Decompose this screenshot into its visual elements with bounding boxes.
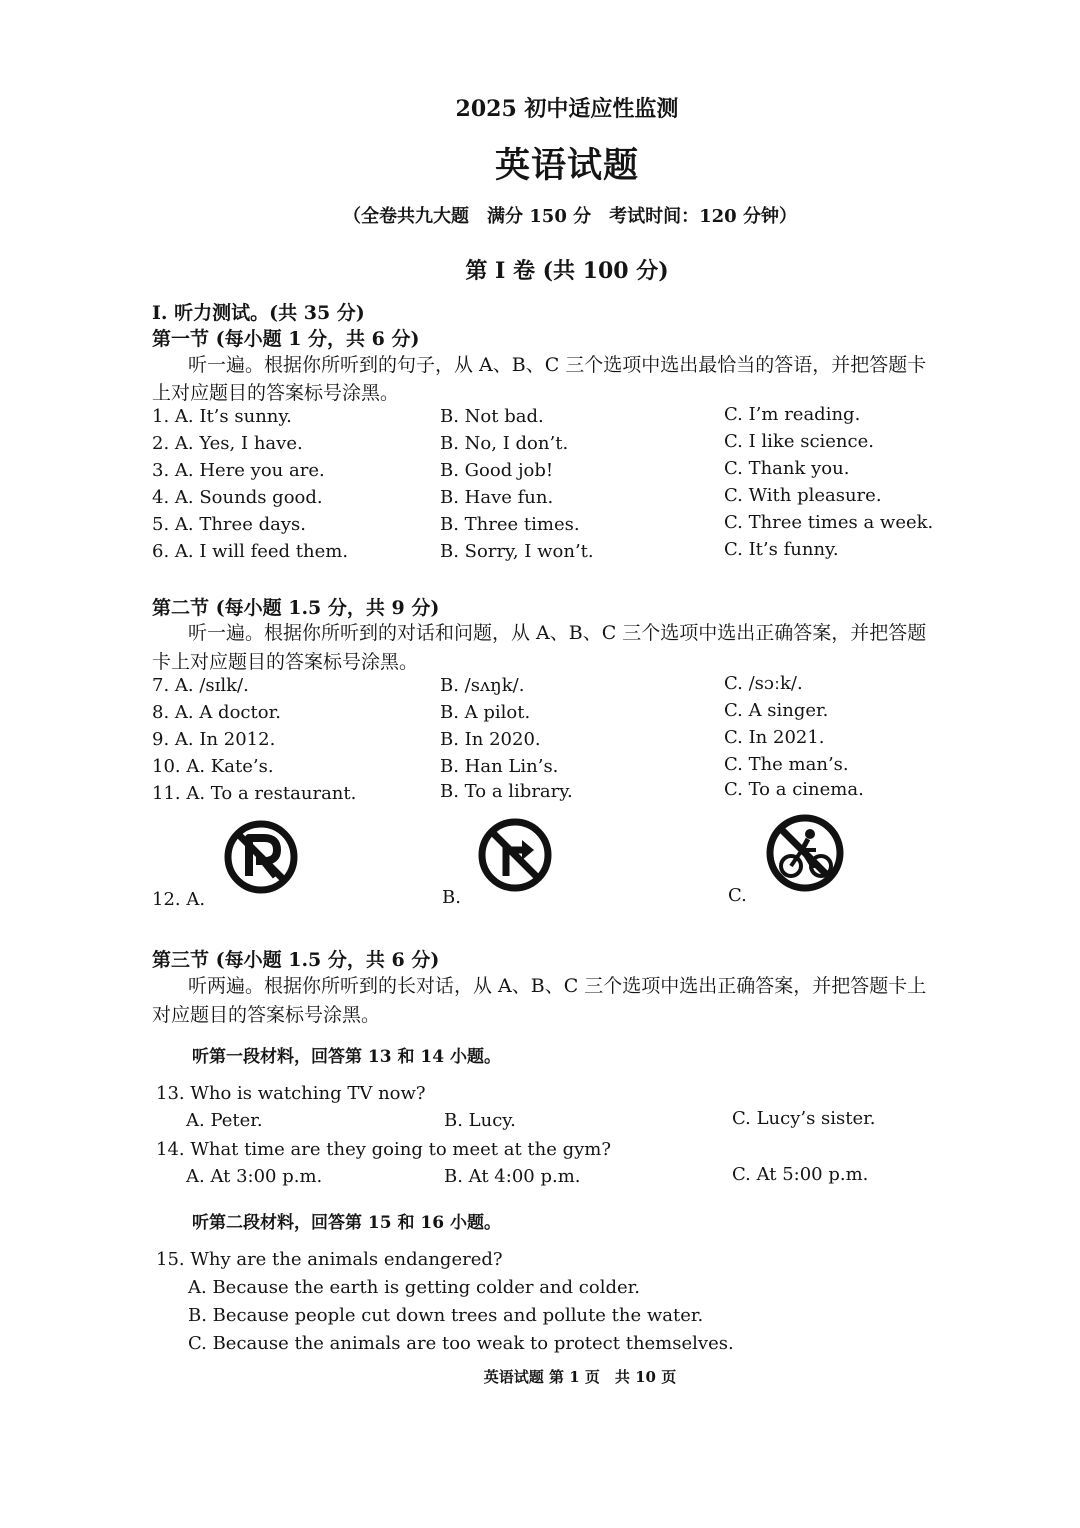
q7-option-a: 7. A. /sɪlk/. <box>152 675 249 696</box>
q4-option-c: C. With pleasure. <box>724 485 882 506</box>
q10-option-a: 10. A. Kate’s. <box>152 756 274 777</box>
no-cycling-icon <box>764 812 846 894</box>
q11-option-c: C. To a cinema. <box>724 779 864 800</box>
q13-stem: 13. Who is watching TV now? <box>156 1083 426 1104</box>
q3-option-a: 3. A. Here you are. <box>152 460 325 481</box>
q5-option-a: 5. A. Three days. <box>152 514 306 535</box>
q3-option-c: C. Thank you. <box>724 458 850 479</box>
q4-option-b: B. Have fun. <box>440 487 554 508</box>
no-right-turn-icon <box>476 816 554 894</box>
q11-option-a: 11. A. To a restaurant. <box>152 783 357 804</box>
q2-option-c: C. I like science. <box>724 431 874 452</box>
q5-option-b: B. Three times. <box>440 514 580 535</box>
exam-title-line2: 英语试题 <box>494 145 639 186</box>
q2-option-b: B. No, I don’t. <box>440 433 569 454</box>
q12-option-c: C. <box>728 885 747 906</box>
q13-option-c: C. Lucy’s sister. <box>732 1108 876 1129</box>
q15-option-a: A. Because the earth is getting colder and colder. <box>188 1277 640 1298</box>
sub3-title: 第三节 (每小题 1.5 分，共 6 分) <box>152 949 440 971</box>
exam-title-line1: 2025 初中适应性监测 <box>455 96 679 122</box>
listening-note-1: 听第一段材料，回答第 13 和 14 小题。 <box>192 1047 501 1067</box>
q15-option-c: C. Because the animals are too weak to protect themselves. <box>188 1333 734 1354</box>
q9-option-c: C. In 2021. <box>724 727 825 748</box>
q15-option-b: B. Because people cut down trees and pollute the water. <box>188 1305 704 1326</box>
q8-option-b: B. A pilot. <box>440 702 531 723</box>
listening-note-2: 听第二段材料，回答第 15 和 16 小题。 <box>192 1213 501 1233</box>
q8-option-c: C. A singer. <box>724 700 829 721</box>
q1-option-a: 1. A. It’s sunny. <box>152 406 292 427</box>
q3-option-b: B. Good job! <box>440 460 554 481</box>
sub1-title: 第一节 (每小题 1 分，共 6 分) <box>152 328 420 350</box>
part-title: 第 I 卷 (共 100 分) <box>465 258 669 284</box>
q14-stem: 14. What time are they going to meet at the gym? <box>156 1139 612 1160</box>
sub2-instruction-line1: 听一遍。根据你所听到的对话和问题，从 A、B、C 三个选项中选出正确答案，并把答题 <box>188 622 927 644</box>
q12-option-a: 12. A. <box>152 889 206 910</box>
q14-option-c: C. At 5:00 p.m. <box>732 1164 869 1185</box>
q9-option-b: B. In 2020. <box>440 729 541 750</box>
no-parking-icon <box>222 818 300 896</box>
sub3-instruction-line1: 听两遍。根据你所听到的长对话，从 A、B、C 三个选项中选出正确答案，并把答题卡上 <box>188 975 927 997</box>
q2-option-a: 2. A. Yes, I have. <box>152 433 303 454</box>
q15-stem: 15. Why are the animals endangered? <box>156 1249 503 1270</box>
q6-option-c: C. It’s funny. <box>724 539 839 560</box>
page-footer: 英语试题 第 1 页 共 10 页 <box>483 1368 677 1386</box>
q13-option-b: B. Lucy. <box>444 1110 516 1131</box>
q6-option-a: 6. A. I will feed them. <box>152 541 349 562</box>
q1-option-c: C. I’m reading. <box>724 404 861 425</box>
section-title: I. 听力测试。(共 35 分) <box>152 302 365 324</box>
q6-option-b: B. Sorry, I won’t. <box>440 541 594 562</box>
q7-option-c: C. /sɔːk/. <box>724 673 803 694</box>
sub1-instruction-line2: 上对应题目的答案标号涂黑。 <box>152 382 400 404</box>
sub1-instruction-line1: 听一遍。根据你所听到的句子，从 A、B、C 三个选项中选出最恰当的答语，并把答题卡 <box>188 354 927 376</box>
q4-option-a: 4. A. Sounds good. <box>152 487 323 508</box>
q9-option-a: 9. A. In 2012. <box>152 729 276 750</box>
q13-option-a: A. Peter. <box>186 1110 263 1131</box>
q14-option-b: B. At 4:00 p.m. <box>444 1166 581 1187</box>
q12-option-b: B. <box>442 887 461 908</box>
q10-option-b: B. Han Lin’s. <box>440 756 559 777</box>
q11-option-b: B. To a library. <box>440 781 573 802</box>
q5-option-c: C. Three times a week. <box>724 512 934 533</box>
q1-option-b: B. Not bad. <box>440 406 544 427</box>
sub2-instruction-line2: 卡上对应题目的答案标号涂黑。 <box>152 651 419 673</box>
sub2-title: 第二节 (每小题 1.5 分，共 9 分) <box>152 597 440 619</box>
q8-option-a: 8. A. A doctor. <box>152 702 281 723</box>
exam-subtitle: （全卷共九大题 满分 150 分 考试时间：120 分钟） <box>343 206 797 227</box>
sub3-instruction-line2: 对应题目的答案标号涂黑。 <box>152 1004 381 1026</box>
q7-option-b: B. /sʌŋk/. <box>440 675 525 696</box>
q14-option-a: A. At 3:00 p.m. <box>186 1166 323 1187</box>
q10-option-c: C. The man’s. <box>724 754 849 775</box>
